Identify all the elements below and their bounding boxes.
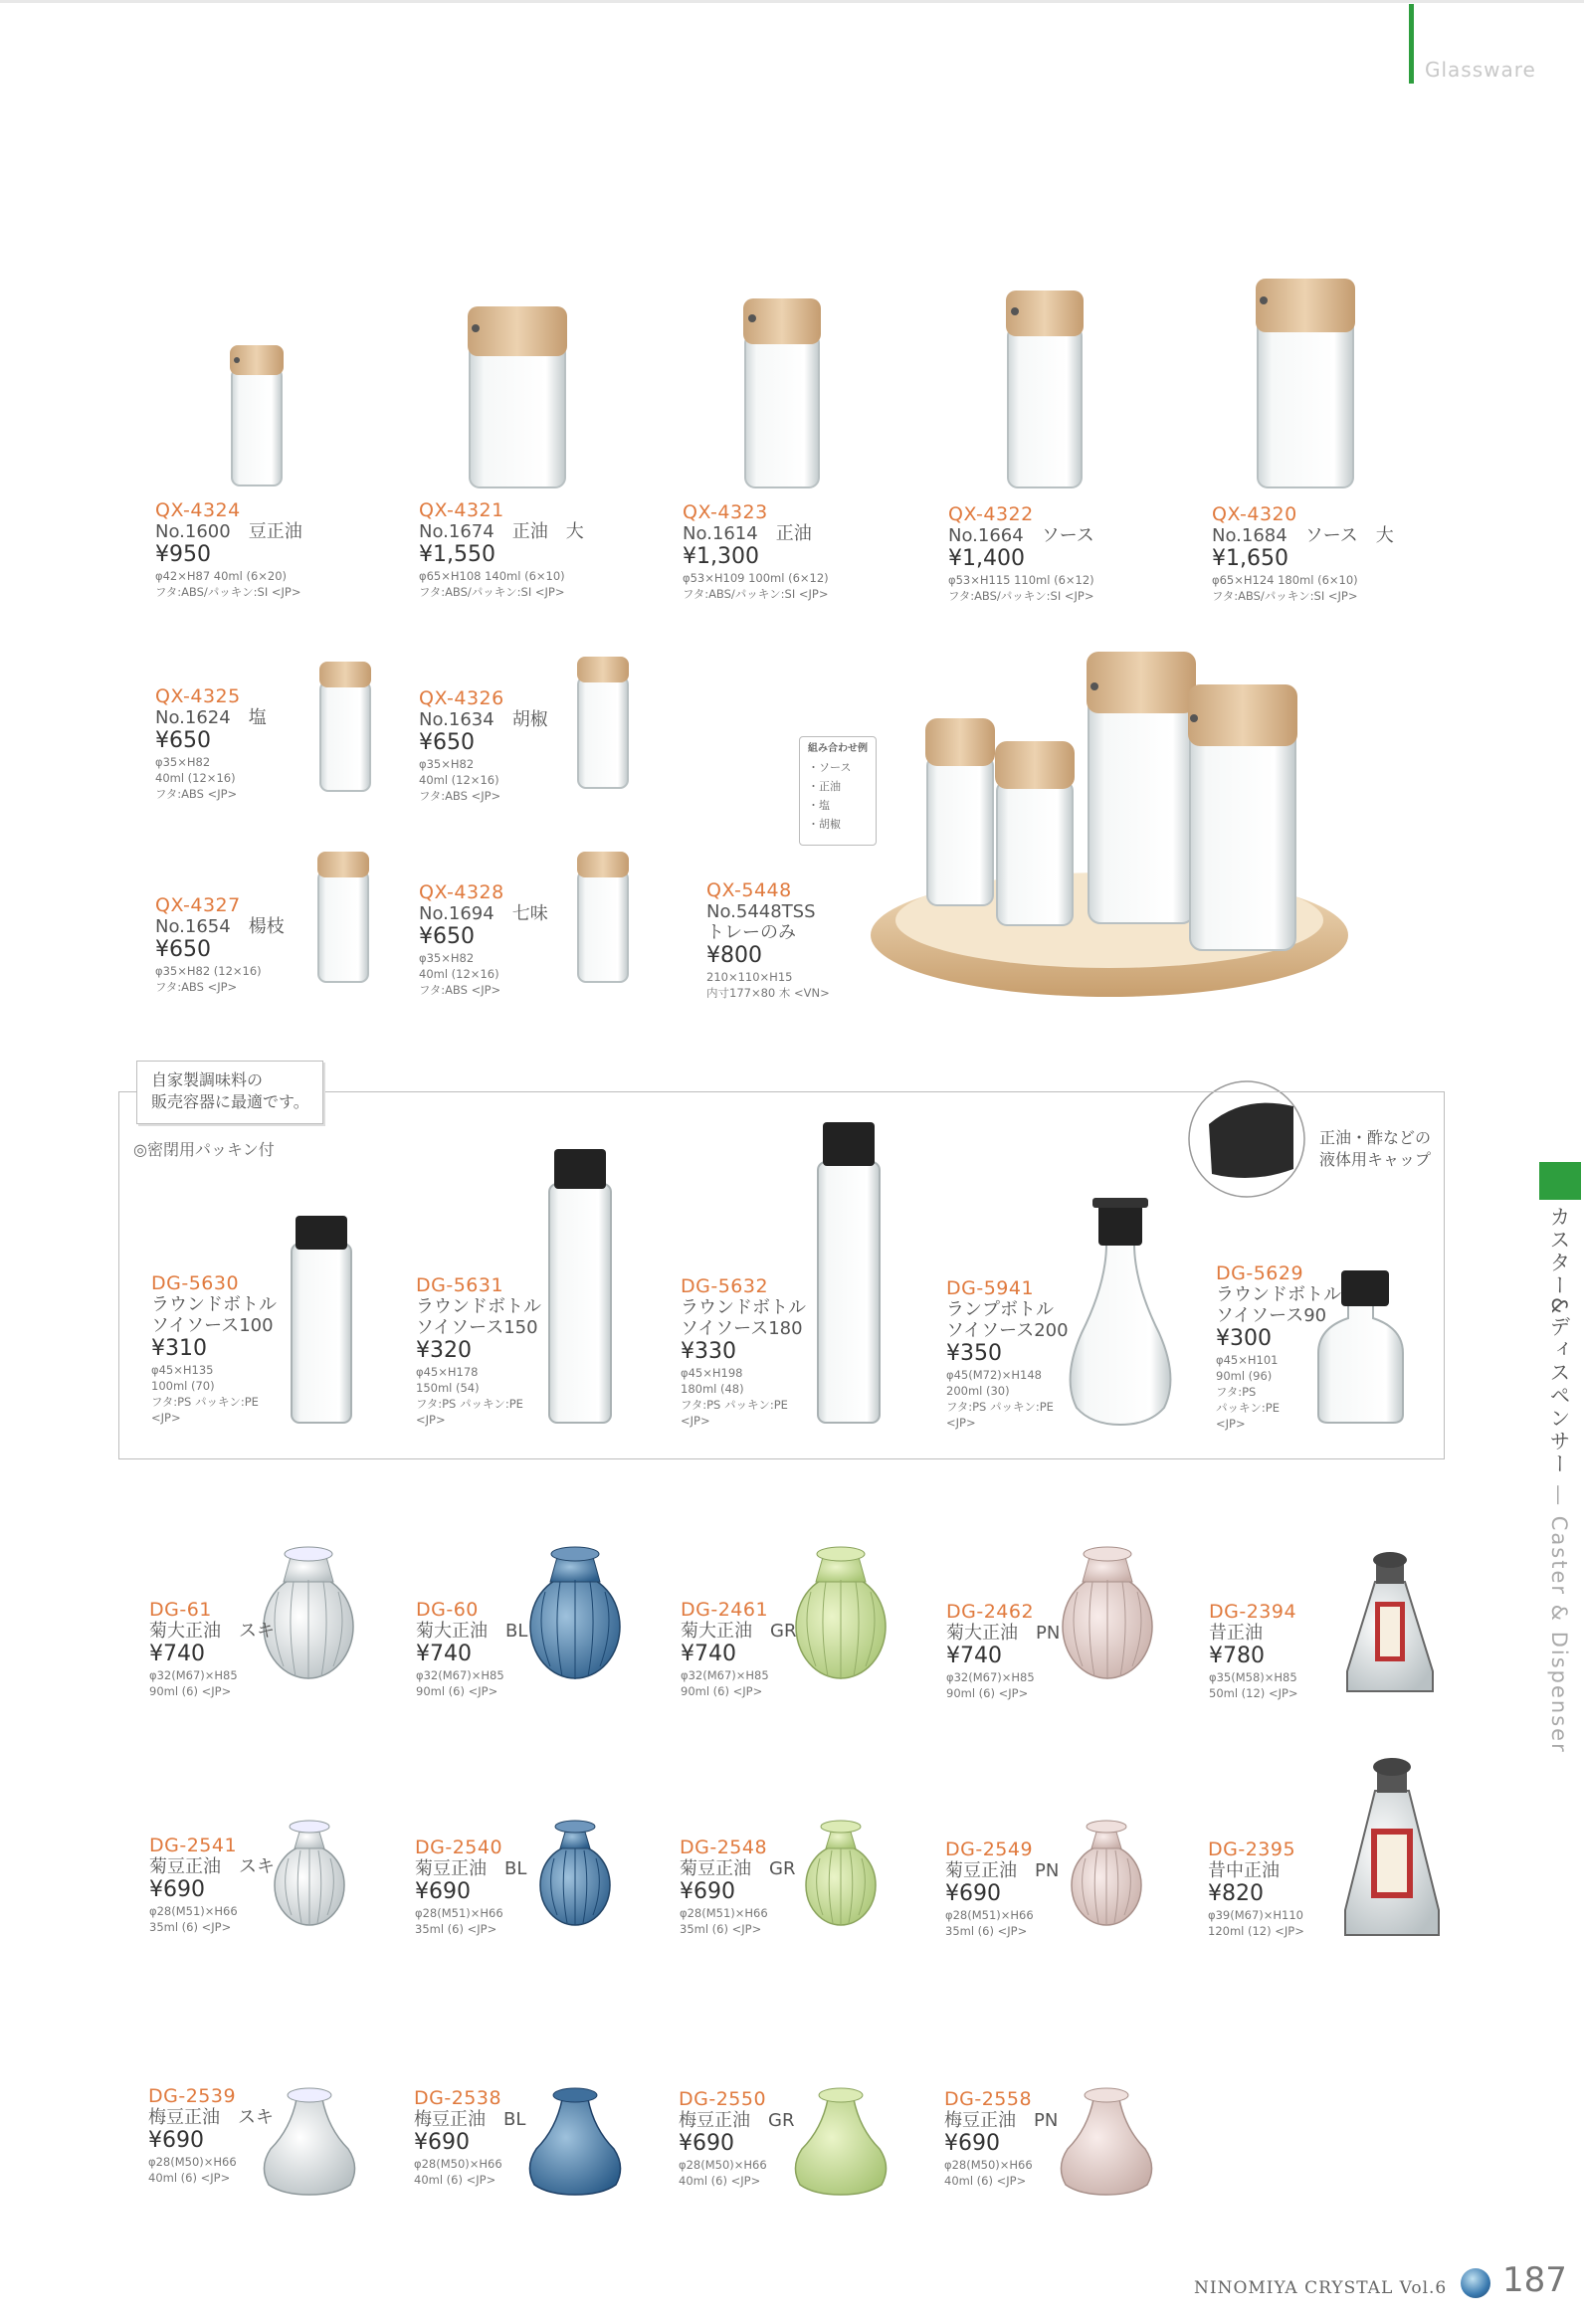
product-name: 昔正油 xyxy=(1209,1623,1263,1644)
product-code: DG-2548 xyxy=(680,1837,768,1858)
product-price: ¥740 xyxy=(416,1642,472,1666)
product-spec: φ65×H124 180ml (6×10) xyxy=(1212,573,1358,587)
product-name: No.1654 楊枝 xyxy=(155,916,285,937)
section-title: Glassware xyxy=(1425,58,1536,82)
product-spec: φ53×H109 100ml (6×12) xyxy=(683,571,829,585)
combo-item: ・胡椒 xyxy=(808,818,841,831)
product-code: DG-2558 xyxy=(944,2088,1033,2110)
product-price: ¥650 xyxy=(419,730,475,755)
combo-item: ・正油 xyxy=(808,780,841,793)
product-spec: パッキン:PE xyxy=(1216,1401,1280,1415)
product-price: ¥740 xyxy=(149,1642,205,1666)
product-code: QX-4328 xyxy=(419,881,504,903)
combo-title: 組み合わせ例 xyxy=(808,743,868,754)
product-name: ラウンドボトル xyxy=(151,1294,277,1315)
product-spec: 35ml (6) <JP> xyxy=(945,1924,1028,1938)
product-name: ラウンドボトル xyxy=(1216,1284,1341,1305)
product-spec: フタ:ABS <JP> xyxy=(419,983,501,997)
product-code: DG-5630 xyxy=(151,1272,240,1294)
product-spec: <JP> xyxy=(1216,1417,1246,1431)
bottle-qx-4323 xyxy=(743,298,821,487)
product-name: No.1694 七味 xyxy=(419,903,548,924)
product-spec: φ28(M51)×H66 xyxy=(945,1908,1034,1922)
product-item xyxy=(419,500,584,600)
product-item xyxy=(1212,504,1394,604)
product-item xyxy=(1216,1263,1341,1432)
product-price: ¥690 xyxy=(944,2131,1000,2156)
bottle-qx-4321 xyxy=(468,306,567,487)
product-price: ¥1,300 xyxy=(683,544,759,569)
product-name: No.1634 胡椒 xyxy=(419,709,548,730)
product-item xyxy=(681,1276,806,1429)
product-spec: 35ml (6) <JP> xyxy=(415,1922,497,1936)
product-name: ラウンドボトル xyxy=(681,1297,806,1318)
product-price: ¥690 xyxy=(945,1881,1001,1906)
product-spec: 120ml (12) <JP> xyxy=(1208,1924,1304,1938)
product-item xyxy=(416,1600,527,1699)
product-name: 菊大正油 PN xyxy=(946,1623,1061,1644)
product-spec: フタ:ABS/パッキン:SI <JP> xyxy=(683,587,829,601)
product-spec: φ35×H82 (12×16) xyxy=(155,964,262,978)
tray-set-qx-5448 xyxy=(871,652,1348,997)
product-spec: φ28(M51)×H66 xyxy=(149,1904,238,1918)
product-price: ¥300 xyxy=(1216,1326,1272,1351)
product-spec: 90ml (6) <JP> xyxy=(149,1684,232,1698)
category-label-jp: カスター&ディスペンサー xyxy=(1547,1206,1571,1476)
product-price: ¥1,550 xyxy=(419,542,495,567)
product-name: ランプボトル xyxy=(946,1299,1054,1320)
product-price: ¥1,650 xyxy=(1212,546,1288,571)
product-spec: <JP> xyxy=(151,1411,181,1425)
product-name: 梅豆正油 GR xyxy=(679,2110,795,2131)
product-code: QX-4326 xyxy=(419,687,504,709)
product-code: QX-4324 xyxy=(155,499,241,521)
combination-example-box xyxy=(799,736,877,846)
product-spec: フタ:PS xyxy=(1216,1385,1257,1399)
product-price: ¥320 xyxy=(416,1338,472,1363)
product-spec: フタ:ABS <JP> xyxy=(419,789,501,803)
product-name-line2: ソイソース100 xyxy=(151,1315,274,1336)
product-spec: φ45(M72)×H148 xyxy=(946,1368,1042,1382)
product-spec: <JP> xyxy=(416,1413,446,1427)
product-item xyxy=(1208,1840,1304,1939)
product-spec: φ32(M67)×H85 xyxy=(149,1668,238,1682)
product-code: DG-2540 xyxy=(415,1837,503,1858)
product-spec: φ35(M58)×H85 xyxy=(1209,1670,1297,1684)
product-code: DG-5631 xyxy=(416,1274,504,1296)
product-spec: φ35×H82 xyxy=(419,951,475,965)
shaker-qx-4328 xyxy=(577,852,629,982)
product-name: 梅豆正油 スキ xyxy=(148,2107,274,2128)
product-code: DG-2541 xyxy=(149,1835,238,1856)
product-spec: φ28(M51)×H66 xyxy=(680,1906,768,1920)
product-item xyxy=(1209,1602,1298,1701)
product-price: ¥650 xyxy=(155,728,211,753)
product-name: No.1624 塩 xyxy=(155,707,267,728)
product-code: DG-60 xyxy=(416,1599,479,1621)
product-price: ¥950 xyxy=(155,542,211,567)
product-spec: 150ml (54) xyxy=(416,1381,480,1395)
packing-note: ◎密閉用パッキン付 xyxy=(133,1140,275,1159)
product-spec: φ35×H82 xyxy=(155,755,211,769)
product-code: DG-5629 xyxy=(1216,1262,1304,1284)
product-code: DG-5941 xyxy=(946,1277,1035,1299)
product-spec: フタ:PS パッキン:PE xyxy=(681,1398,788,1412)
bottle-dg-2550 xyxy=(795,2088,886,2195)
product-code: DG-2394 xyxy=(1209,1601,1297,1623)
product-price: ¥800 xyxy=(706,943,762,968)
product-spec: 50ml (12) <JP> xyxy=(1209,1686,1298,1700)
cap-note xyxy=(1319,1127,1431,1171)
product-spec: φ45×H198 xyxy=(681,1366,743,1380)
combo-item: ・塩 xyxy=(808,799,830,812)
product-item xyxy=(155,500,302,600)
product-name: 菊大正油 GR xyxy=(681,1621,797,1642)
product-spec: 内寸177×80 木 <VN> xyxy=(706,986,830,1000)
bottle-dg-2558 xyxy=(1061,2088,1151,2195)
product-spec: フタ:PS パッキン:PE xyxy=(416,1397,523,1411)
shaker-qx-4325 xyxy=(319,662,371,791)
product-spec: φ45×H101 xyxy=(1216,1353,1279,1367)
product-code: DG-2395 xyxy=(1208,1839,1296,1860)
product-code: QX-4327 xyxy=(155,894,241,916)
product-item xyxy=(680,1838,795,1937)
product-price: ¥690 xyxy=(679,2131,734,2156)
product-spec: フタ:PS パッキン:PE xyxy=(946,1400,1054,1414)
globe-icon xyxy=(1461,2268,1490,2298)
product-spec: フタ:ABS/パッキン:SI <JP> xyxy=(419,585,565,599)
product-code: QX-5448 xyxy=(706,879,792,901)
product-item xyxy=(415,1838,526,1937)
product-code: QX-4322 xyxy=(948,503,1034,525)
product-spec: フタ:ABS/パッキン:SI <JP> xyxy=(1212,589,1358,603)
product-spec: 200ml (30) xyxy=(946,1384,1010,1398)
product-spec: φ32(M67)×H85 xyxy=(946,1670,1035,1684)
bottle-dg-2538 xyxy=(529,2088,620,2195)
cap-note-line: 液体用キャップ xyxy=(1319,1150,1432,1169)
product-price: ¥310 xyxy=(151,1336,207,1361)
product-price: ¥820 xyxy=(1208,1881,1264,1906)
product-item xyxy=(419,688,548,804)
product-spec: φ35×H82 xyxy=(419,757,475,771)
product-item xyxy=(706,880,830,1001)
product-price: ¥690 xyxy=(680,1879,735,1904)
bottle-dg-2461 xyxy=(796,1547,886,1679)
product-name: 菊豆正油 BL xyxy=(415,1858,527,1879)
product-spec: φ65×H108 140ml (6×10) xyxy=(419,569,565,583)
product-name: 菊大正油 BL xyxy=(416,1621,528,1642)
product-item xyxy=(149,1600,275,1699)
product-name-line2: ソイソース150 xyxy=(416,1317,538,1338)
product-spec: 180ml (48) xyxy=(681,1382,744,1396)
product-spec: フタ:ABS <JP> xyxy=(155,787,238,801)
product-spec: 40ml (12×16) xyxy=(419,967,499,981)
product-item xyxy=(414,2088,525,2188)
product-spec: 35ml (6) <JP> xyxy=(680,1922,762,1936)
callout-line: 自家製調味料の xyxy=(151,1070,264,1089)
product-name: No.1684 ソース 大 xyxy=(1212,525,1394,546)
product-price: ¥740 xyxy=(681,1642,736,1666)
product-name: No.5448TSS xyxy=(706,901,816,922)
product-name: 梅豆正油 PN xyxy=(944,2110,1059,2131)
product-spec: 210×110×H15 xyxy=(706,970,793,984)
product-spec: フタ:ABS/パッキン:SI <JP> xyxy=(948,589,1094,603)
product-code: DG-2539 xyxy=(148,2085,237,2107)
product-spec: 40ml (6) <JP> xyxy=(679,2174,761,2188)
product-name: 昔中正油 xyxy=(1208,1860,1280,1881)
usage-callout xyxy=(136,1061,323,1124)
product-spec: 40ml (6) <JP> xyxy=(148,2171,231,2185)
product-item xyxy=(416,1275,541,1428)
product-item xyxy=(945,1840,1059,1939)
product-item xyxy=(149,1836,275,1935)
bottle-dg-2541 xyxy=(275,1821,344,1925)
product-item xyxy=(946,1278,1069,1431)
product-item xyxy=(679,2089,794,2189)
shaker-qx-4326 xyxy=(577,657,629,788)
product-code: QX-4320 xyxy=(1212,503,1297,525)
product-item xyxy=(155,686,267,802)
bottle-dg-2549 xyxy=(1072,1821,1141,1925)
product-spec: 90ml (6) <JP> xyxy=(681,1684,763,1698)
product-spec: φ28(M51)×H66 xyxy=(415,1906,503,1920)
product-code: DG-2550 xyxy=(679,2088,767,2110)
product-spec: 40ml (6) <JP> xyxy=(944,2174,1027,2188)
bottle-dg-2548 xyxy=(806,1821,876,1925)
product-code: QX-4321 xyxy=(419,499,504,521)
category-separator: — xyxy=(1547,1475,1571,1516)
bottle-qx-4320 xyxy=(1256,279,1355,487)
cap-note-line: 正油・酢などの xyxy=(1319,1128,1432,1147)
product-spec: 90ml (96) xyxy=(1216,1369,1273,1383)
product-price: ¥330 xyxy=(681,1339,736,1364)
product-spec: フタ:PS パッキン:PE xyxy=(151,1395,259,1409)
product-spec: 40ml (12×16) xyxy=(419,773,499,787)
product-spec: フタ:ABS/パッキン:SI <JP> xyxy=(155,585,301,599)
product-price: ¥740 xyxy=(946,1644,1002,1668)
product-price: ¥690 xyxy=(149,1877,205,1902)
callout-line: 販売容器に最適です。 xyxy=(151,1092,309,1111)
product-spec: φ53×H115 110ml (6×12) xyxy=(948,573,1094,587)
page-number: 187 xyxy=(1502,2260,1567,2300)
product-name-line2: ソイソース90 xyxy=(1216,1305,1327,1326)
product-name: No.1600 豆正油 xyxy=(155,521,302,542)
product-price: ¥780 xyxy=(1209,1644,1265,1668)
product-name-line2: トレーのみ xyxy=(706,922,796,943)
product-code: QX-4325 xyxy=(155,685,241,707)
product-item xyxy=(946,1602,1060,1701)
bottle-dg-60 xyxy=(530,1547,620,1679)
shaker-qx-4327 xyxy=(317,852,369,982)
product-name: No.1674 正油 大 xyxy=(419,521,584,542)
product-name: No.1614 正油 xyxy=(683,523,812,544)
product-name: No.1664 ソース xyxy=(948,525,1094,546)
product-spec: <JP> xyxy=(681,1414,710,1428)
category-label-en: Caster & Dispenser xyxy=(1547,1515,1571,1754)
product-name-line2: ソイソース180 xyxy=(681,1318,803,1339)
bottle-dg-2395 xyxy=(1345,1758,1439,1935)
product-spec: φ32(M67)×H85 xyxy=(681,1668,769,1682)
product-name-line2: ソイソース200 xyxy=(946,1320,1069,1341)
product-code: DG-61 xyxy=(149,1599,212,1621)
product-price: ¥690 xyxy=(415,1879,471,1904)
product-spec: φ32(M67)×H85 xyxy=(416,1668,504,1682)
product-name: ラウンドボトル xyxy=(416,1296,541,1317)
product-name: 菊大正油 スキ xyxy=(149,1621,275,1642)
bottle-dg-2540 xyxy=(540,1821,610,1925)
product-item xyxy=(419,882,548,998)
product-spec: φ28(M50)×H66 xyxy=(414,2157,502,2171)
product-spec: 35ml (6) <JP> xyxy=(149,1920,232,1934)
bottle-dg-61 xyxy=(264,1547,353,1679)
product-spec: 40ml (12×16) xyxy=(155,771,236,785)
bottle-dg-2462 xyxy=(1063,1547,1152,1679)
product-spec: 90ml (6) <JP> xyxy=(416,1684,498,1698)
footer-brand: NINOMIYA CRYSTAL Vol.6 xyxy=(1194,2278,1448,2298)
product-spec: φ45×H178 xyxy=(416,1365,479,1379)
product-item xyxy=(944,2089,1058,2189)
product-spec: φ39(M67)×H110 xyxy=(1208,1908,1303,1922)
product-item xyxy=(148,2086,274,2186)
product-spec: φ28(M50)×H66 xyxy=(148,2155,237,2169)
product-spec: φ42×H87 40ml (6×20) xyxy=(155,569,288,583)
product-item xyxy=(948,504,1094,604)
product-code: QX-4323 xyxy=(683,501,768,523)
product-spec: φ28(M50)×H66 xyxy=(944,2158,1033,2172)
product-item xyxy=(681,1600,796,1699)
bottle-qx-4322 xyxy=(1006,290,1084,487)
product-code: DG-2549 xyxy=(945,1839,1034,1860)
product-spec: φ28(M50)×H66 xyxy=(679,2158,767,2172)
product-price: ¥690 xyxy=(414,2130,470,2155)
product-spec: 100ml (70) xyxy=(151,1379,215,1393)
bottle-qx-4324 xyxy=(230,345,284,485)
product-name: 菊豆正油 PN xyxy=(945,1860,1060,1881)
product-code: DG-2461 xyxy=(681,1599,769,1621)
combo-item: ・ソース xyxy=(808,761,852,774)
product-spec: フタ:ABS <JP> xyxy=(155,980,238,994)
product-item xyxy=(151,1273,277,1426)
product-item xyxy=(155,895,285,995)
product-item xyxy=(683,502,829,602)
product-code: DG-2538 xyxy=(414,2087,502,2109)
product-name: 梅豆正油 BL xyxy=(414,2109,526,2130)
product-code: DG-2462 xyxy=(946,1601,1035,1623)
bottle-dg-2539 xyxy=(264,2088,354,2195)
bottle-dg-2394 xyxy=(1347,1552,1433,1691)
product-spec: 90ml (6) <JP> xyxy=(946,1686,1029,1700)
product-spec: 40ml (6) <JP> xyxy=(414,2173,496,2187)
product-spec: <JP> xyxy=(946,1416,976,1430)
product-price: ¥650 xyxy=(419,924,475,949)
product-price: ¥350 xyxy=(946,1341,1002,1366)
product-price: ¥650 xyxy=(155,937,211,962)
product-code: DG-5632 xyxy=(681,1275,769,1297)
product-name: 菊豆正油 GR xyxy=(680,1858,796,1879)
product-spec: φ45×H135 xyxy=(151,1363,214,1377)
product-price: ¥690 xyxy=(148,2128,204,2153)
product-price: ¥1,400 xyxy=(948,546,1025,571)
product-name: 菊豆正油 スキ xyxy=(149,1856,275,1877)
